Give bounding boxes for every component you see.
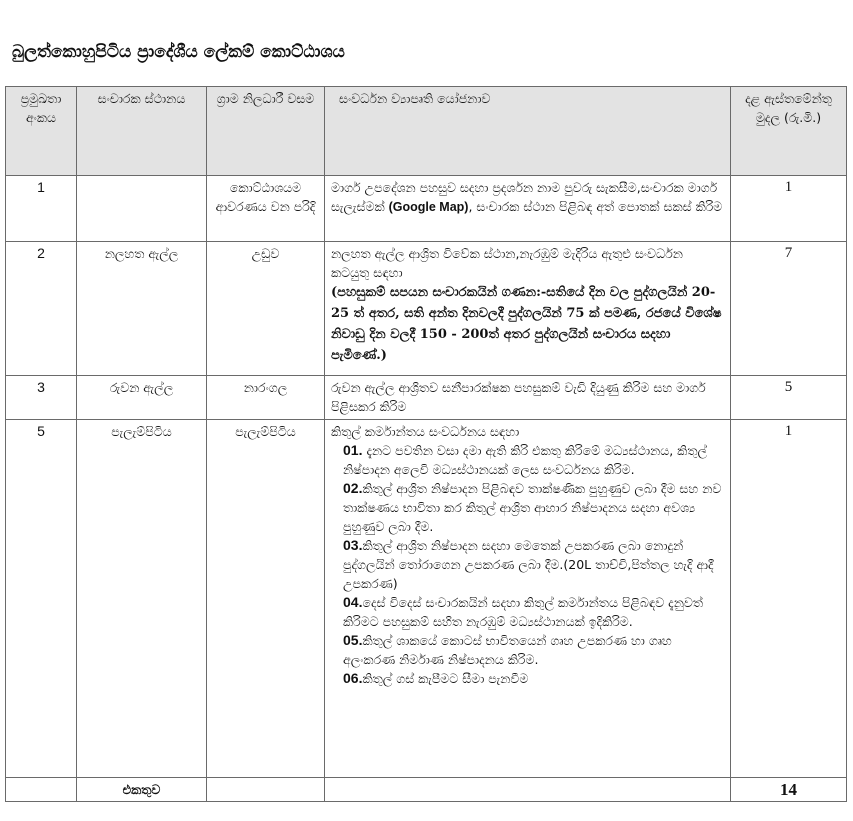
priority-no-cell: 5 bbox=[6, 420, 77, 778]
project-item bbox=[331, 536, 724, 593]
table-header-row bbox=[6, 87, 847, 176]
project-text: මාර්ග උපදේශන පහසුව සදහා ප්‍රදර්ශන නාම පුවරු සැකසීම,සංචාරක මාර්ග සැලැස්මක් bbox=[331, 180, 718, 214]
table-row bbox=[6, 376, 847, 420]
project-cell bbox=[325, 176, 731, 242]
tourist-site-cell: නලහත ඇල්ල bbox=[77, 242, 207, 376]
project-text: කිතුල් කර්මාන්තය සංවර්ධනය සඳහා bbox=[331, 424, 520, 439]
item-number: 05. bbox=[343, 632, 363, 648]
project-item bbox=[331, 479, 724, 536]
empty-cell bbox=[325, 778, 731, 802]
item-text: කිතුල් ගස් කැපීමට සීමා පැනවීම bbox=[362, 671, 529, 686]
item-number: 03. bbox=[343, 537, 363, 553]
cost-cell: 1 bbox=[731, 176, 847, 242]
priority-no-cell: 2 bbox=[6, 242, 77, 376]
project-item bbox=[331, 631, 724, 669]
project-cell bbox=[325, 420, 731, 778]
project-cell bbox=[325, 242, 731, 376]
item-text: කිතුල් ශාකයේ කොටස් භාවිතයෙන් ගෘහ උපකරණ හා ගෘහ අලංකරණ නිර්මාණ නිෂ්පාදනය කිරිම. bbox=[343, 633, 672, 667]
priority-no-cell: 3 bbox=[6, 376, 77, 420]
project-item bbox=[331, 441, 724, 479]
cost-cell: 5 bbox=[731, 376, 847, 420]
project-text-continued: , සංචාරක ස්ථාන පිළිබඳ අත් පොතක් සකස් කිරිම bbox=[468, 199, 723, 214]
tourist-site-cell: රුවන ඇල්ල bbox=[77, 376, 207, 420]
gn-division-cell: කොට්ඨාශයම ආවරණය වන පරිදි bbox=[207, 176, 325, 242]
total-amount: 14 bbox=[731, 778, 847, 802]
project-item bbox=[331, 593, 724, 631]
tourist-site-cell bbox=[77, 176, 207, 242]
item-text: කිතුල් ආශ්‍රිත නිෂ්පාදන පිළිබඳව තාක්ෂණික පුහුණුව ලබා දීම සහ නව තාක්ෂණය භාවිතා කර කිතුල් ආශ්‍රිත ආහාර නිෂ්පාදනය සදහා අවශ්‍ය පුහුණුව ලබා දීම. bbox=[343, 481, 722, 534]
table-row bbox=[6, 176, 847, 242]
google-map-text: (Google Map) bbox=[388, 200, 469, 214]
item-text: දෙස් විදෙස් සංචාරකයින් සදහා කිතුල් කර්මාන්තය පිළිබඳව දැනුවත් කිරිමට පහසුකම් සහිත නැරඹුම් මධ්‍යස්ථානයක් ඉදිකිරිම. bbox=[343, 595, 704, 629]
cost-cell: 7 bbox=[731, 242, 847, 376]
gn-division-cell: නාරංගල bbox=[207, 376, 325, 420]
priority-no-cell: 1 bbox=[6, 176, 77, 242]
item-number: 04. bbox=[343, 594, 363, 610]
empty-cell bbox=[207, 778, 325, 802]
total-row bbox=[6, 778, 847, 802]
project-item bbox=[331, 669, 724, 688]
page-title: බුලත්කොහුපිටිය ප්‍රාදේශීය ලේකම් කොට්ඨාශය bbox=[12, 42, 345, 62]
project-cell: රුවන ඇල්ල ආශ්‍රිතව සනීපාරක්ෂක පහසුකම් වැඩි දියුණු කිරිම සහ මාර්ග පිළිසකර කිරිම bbox=[325, 376, 731, 420]
visitor-count-note: (පහසුකම් සපයන සංචාරකයින් ගණන:-සතියේ දින වල පුද්ගලයින් 20-25 ත් අතර, සති අන්ත දිනවලදී පුද්ගලයින් 75 ක් පමණ, රජයේ විශේෂ නිවාඩු දින වලදී 150 - 200ත් අතර පුද්ගලයින් සංචාරය සදහා පැමිණේ.) bbox=[331, 285, 722, 363]
item-number: 01. bbox=[343, 442, 363, 458]
gn-division-cell: උඩුව bbox=[207, 242, 325, 376]
header-cost: දළ ඇස්තමේන්තු මුදල (රු.මි.) bbox=[731, 87, 847, 176]
tourist-site-cell: පැලැම්පිටිය bbox=[77, 420, 207, 778]
empty-cell bbox=[6, 778, 77, 802]
table-row bbox=[6, 420, 847, 778]
cost-cell: 1 bbox=[731, 420, 847, 778]
header-priority-no: ප්‍රමුඛතා අංකය bbox=[6, 87, 77, 176]
item-text: කිතුල් ආශ්‍රිත නිෂ්පාදන සදහා මෙතෙක් උපකරණ ලබා නොදුන් පුද්ගලයින් තෝරාගෙන උපකරණ ලබා දීම.(20L තාච්චි,පිත්තල හැදි ආදී උපකරණ) bbox=[343, 538, 714, 591]
project-text: නලහත ඇල්ල ආශ්‍රිත විවේක ස්ථාන,නැරඹුම් මැදිරිය ඇතුළු සංවර්ධන කටයුතු සඳහා bbox=[331, 246, 683, 280]
header-gn-division: ග්‍රාම නිලධාරී වසම bbox=[207, 87, 325, 176]
total-label: එකතුව bbox=[77, 778, 207, 802]
item-number: 06. bbox=[343, 670, 363, 686]
gn-division-cell: පැලැම්පිටිය bbox=[207, 420, 325, 778]
project-table bbox=[5, 86, 847, 802]
header-project: සංවර්ධන ව්‍යාපෘති යෝජනාව bbox=[325, 87, 731, 176]
item-number: 02. bbox=[343, 480, 363, 496]
table-row bbox=[6, 242, 847, 376]
item-text: දැනට පවතින වසා දමා ඇති කිරි එකතු කිරිමේ මධ්‍යස්ථානය, කිතුල් නිෂ්පාදන අලෙවි මධ්‍යස්ථානයක් ලෙස සංවර්ධනය කිරිම. bbox=[343, 443, 708, 477]
header-tourist-site: සංචාරක ස්ථානය bbox=[77, 87, 207, 176]
